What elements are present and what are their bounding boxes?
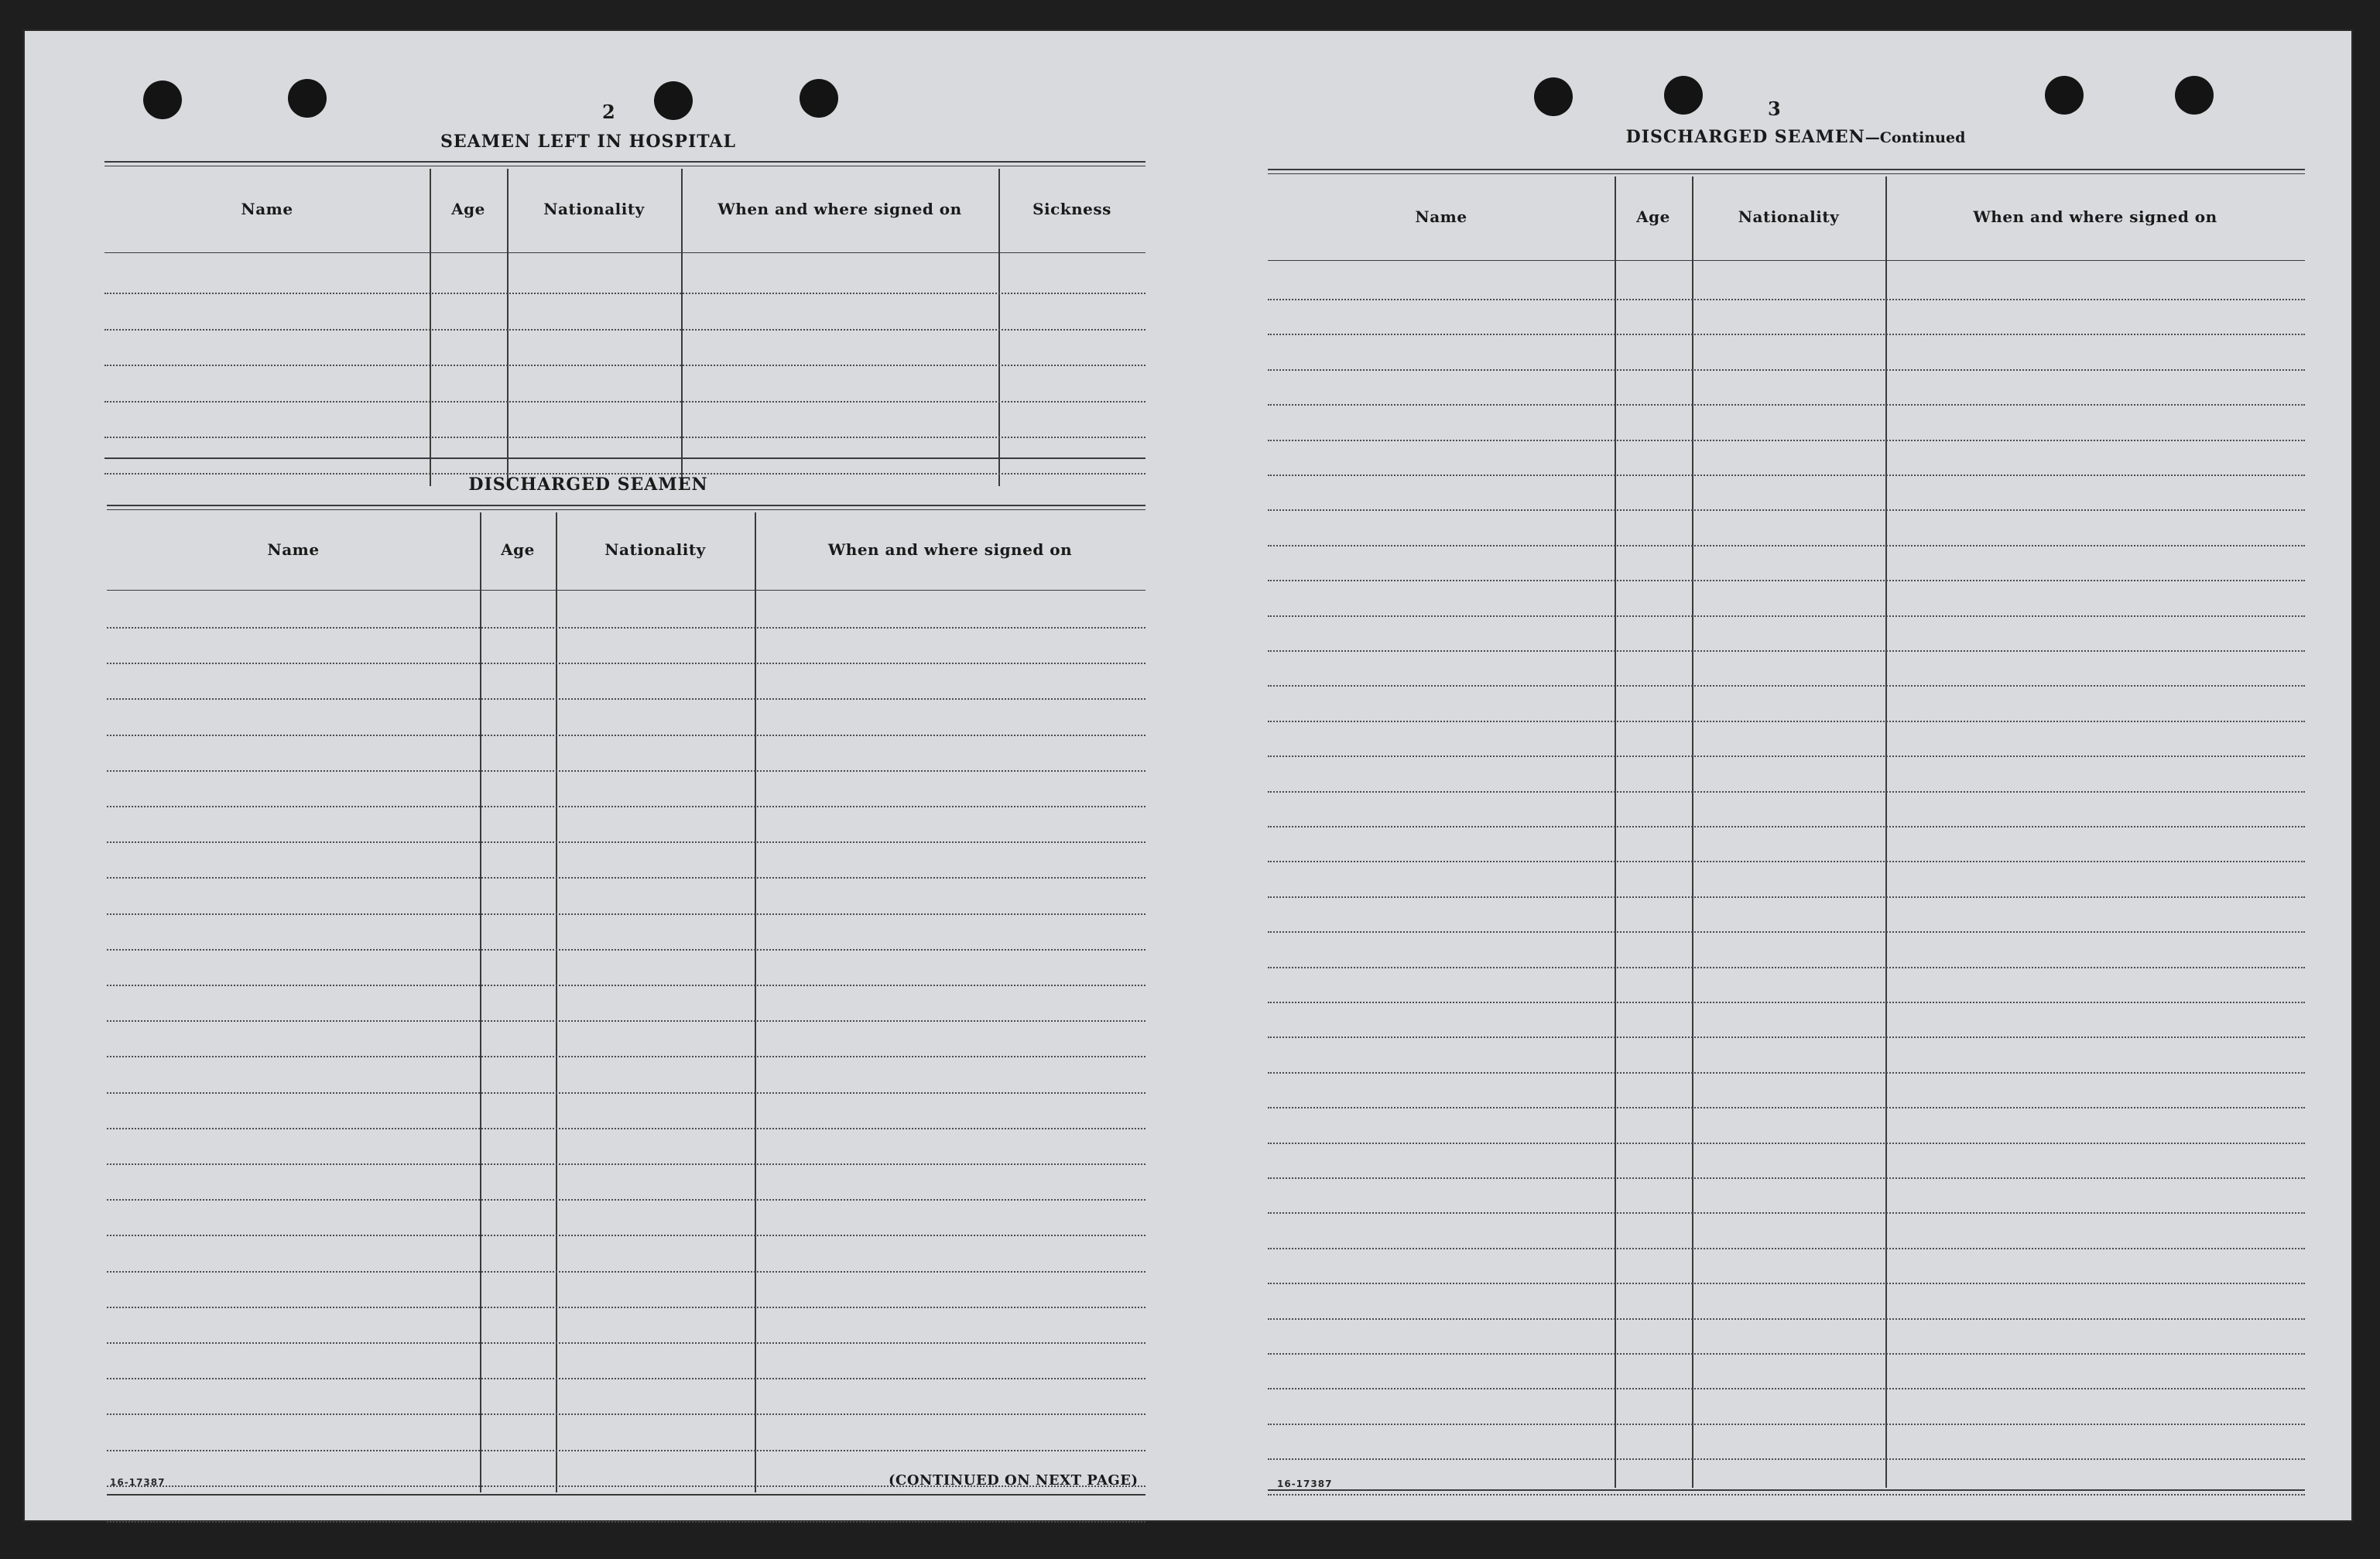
table-row[interactable] [1268, 650, 2305, 652]
table-row[interactable] [107, 627, 1145, 629]
table-row[interactable] [1268, 826, 2305, 827]
table-row[interactable] [107, 1342, 1145, 1344]
table-row[interactable] [1268, 1424, 2305, 1425]
header-underline [1268, 260, 2305, 261]
title-rule [107, 509, 1145, 510]
column-header-name: Name [241, 200, 293, 218]
table-row[interactable] [1268, 967, 2305, 968]
table-row[interactable] [1268, 404, 2305, 406]
table-row[interactable] [107, 1378, 1145, 1379]
table-row[interactable] [107, 1056, 1145, 1057]
header-underline [107, 590, 1145, 591]
table-row[interactable] [1268, 1002, 2305, 1003]
column-header-nationality: Nationality [543, 200, 645, 218]
title-rule [107, 505, 1145, 506]
discharged-table [107, 512, 1145, 1492]
column-header-sickness: Sickness [1032, 200, 1111, 218]
table-row[interactable] [1268, 1107, 2305, 1108]
table-row[interactable] [1268, 861, 2305, 862]
column-header-name: Name [1415, 207, 1467, 226]
hospital-table [104, 169, 1145, 486]
table-row[interactable] [104, 329, 1145, 331]
table-row[interactable] [1268, 1458, 2305, 1460]
table-row[interactable] [1268, 475, 2305, 476]
column-header-when-and-where-signed-on: When and where signed on [717, 200, 962, 218]
table-row[interactable] [104, 293, 1145, 294]
column-header-nationality: Nationality [1738, 207, 1840, 226]
table-row[interactable] [1268, 1248, 2305, 1249]
column-header-when-and-where-signed-on: When and where signed on [1973, 207, 2217, 226]
bottom-rule [107, 1494, 1145, 1496]
table-row[interactable] [1268, 1143, 2305, 1144]
table-row[interactable] [107, 985, 1145, 986]
table-row[interactable] [107, 913, 1145, 915]
column-divider [480, 512, 481, 1492]
table-row[interactable] [104, 437, 1145, 438]
table-row[interactable] [1268, 1072, 2305, 1074]
punch-hole [143, 81, 182, 119]
table-row[interactable] [1268, 1036, 2305, 1038]
table-row[interactable] [1268, 615, 2305, 617]
title-rule [1268, 173, 2305, 174]
table-row[interactable] [1268, 299, 2305, 300]
punch-hole [288, 79, 327, 118]
table-row[interactable] [107, 841, 1145, 843]
table-row[interactable] [107, 1128, 1145, 1129]
column-divider [1615, 176, 1616, 1488]
table-row[interactable] [1268, 334, 2305, 335]
table-row[interactable] [107, 1271, 1145, 1273]
table-row[interactable] [107, 1199, 1145, 1201]
column-divider [1692, 176, 1693, 1488]
continued-table [1268, 176, 2305, 1488]
bottom-rule [1268, 1489, 2305, 1491]
table-row[interactable] [1268, 1494, 2305, 1496]
punch-hole [1534, 77, 1573, 116]
table-row[interactable] [107, 698, 1145, 700]
table-row[interactable] [1268, 1388, 2305, 1389]
table-row[interactable] [1268, 545, 2305, 547]
table-row[interactable] [107, 770, 1145, 772]
punch-hole [2175, 76, 2214, 115]
table-row[interactable] [1268, 1177, 2305, 1179]
table-row[interactable] [1268, 580, 2305, 581]
table-row[interactable] [107, 877, 1145, 879]
continued-section-title-main: DISCHARGED SEAMEN [1625, 127, 1865, 147]
column-divider [556, 512, 557, 1492]
table-row[interactable] [107, 1521, 1145, 1523]
table-row[interactable] [1268, 756, 2305, 757]
section-rule [104, 457, 1145, 459]
table-row[interactable] [107, 1163, 1145, 1165]
title-rule [1268, 169, 2305, 170]
form-number-left: 16-17387 [110, 1477, 166, 1488]
table-row[interactable] [1268, 721, 2305, 722]
discharged-section-title: DISCHARGED SEAMEN [468, 475, 708, 495]
continued-note: (CONTINUED ON NEXT PAGE) [889, 1472, 1139, 1489]
column-divider [755, 512, 756, 1492]
continued-section-title-suffix: —Continued [1865, 129, 1966, 146]
table-row[interactable] [107, 806, 1145, 807]
table-row[interactable] [1268, 1283, 2305, 1284]
table-row[interactable] [1268, 440, 2305, 441]
table-row[interactable] [1268, 791, 2305, 793]
table-row[interactable] [1268, 1353, 2305, 1355]
table-row[interactable] [107, 1307, 1145, 1308]
page-number-right: 3 [1768, 98, 1781, 120]
punch-hole [800, 79, 838, 118]
table-row[interactable] [107, 663, 1145, 664]
table-row[interactable] [1268, 509, 2305, 511]
column-header-age: Age [1636, 207, 1670, 226]
form-number-right: 16-17387 [1277, 1478, 1333, 1489]
table-row[interactable] [107, 1413, 1145, 1415]
table-row[interactable] [1268, 896, 2305, 898]
table-row[interactable] [104, 365, 1145, 366]
punch-hole [1664, 76, 1703, 115]
column-header-age: Age [451, 200, 485, 218]
title-rule [104, 161, 1145, 163]
table-row[interactable] [1268, 369, 2305, 371]
punch-hole [654, 81, 693, 120]
table-row[interactable] [107, 735, 1145, 736]
column-header-name: Name [267, 540, 320, 559]
table-row[interactable] [107, 949, 1145, 951]
column-header-age: Age [501, 540, 535, 559]
table-row[interactable] [107, 1235, 1145, 1236]
table-row[interactable] [107, 1020, 1145, 1022]
table-row[interactable] [1268, 1318, 2305, 1320]
table-row[interactable] [1268, 685, 2305, 687]
hospital-section-title: SEAMEN LEFT IN HOSPITAL [440, 132, 736, 152]
header-underline [104, 252, 1145, 253]
continued-section-title [1563, 127, 2028, 147]
table-row[interactable] [107, 1450, 1145, 1451]
document-sheet [23, 29, 2353, 1522]
punch-hole [2045, 76, 2084, 115]
table-row[interactable] [107, 1092, 1145, 1094]
column-header-nationality: Nationality [604, 540, 706, 559]
table-row[interactable] [1268, 1212, 2305, 1214]
page-number-left: 2 [602, 101, 615, 123]
table-row[interactable] [104, 401, 1145, 403]
column-header-when-and-where-signed-on: When and where signed on [827, 540, 1073, 559]
column-divider [1885, 176, 1887, 1488]
table-row[interactable] [1268, 931, 2305, 933]
